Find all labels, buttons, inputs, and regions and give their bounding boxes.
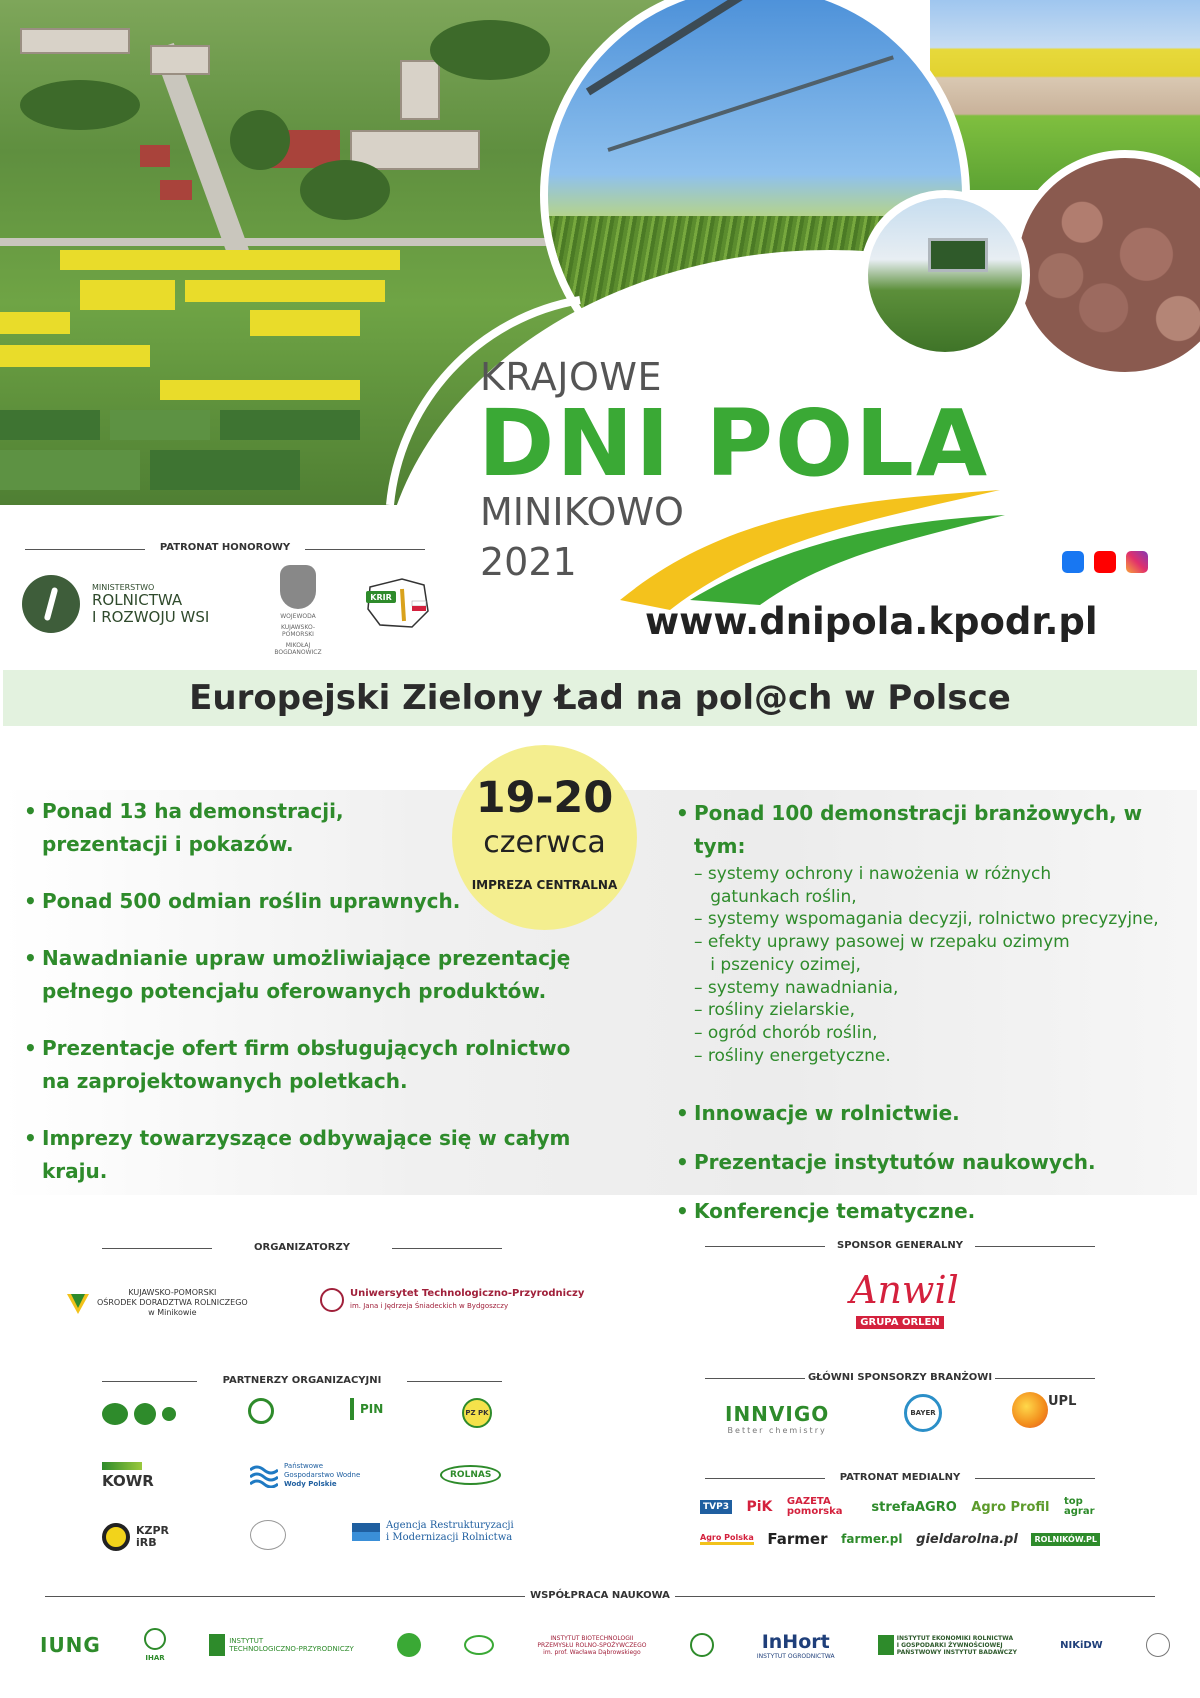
voivode-line1: WOJEWODA	[280, 613, 316, 620]
farmer-logo: Farmer	[767, 1530, 828, 1548]
ierigz-logo	[878, 1635, 1017, 1656]
kzpr-logo	[102, 1523, 169, 1551]
kpodr-line1: KUJAWSKO-POMORSKI	[128, 1288, 217, 1297]
strefa-agro-logo: strefaAGRO	[871, 1499, 957, 1515]
title-minikowo: MINIKOWO	[480, 490, 684, 534]
ihar-logo	[144, 1628, 166, 1662]
media-row-1	[700, 1497, 1100, 1517]
itp-line2: TECHNOLOGICZNO-PRZYRODNICZY	[229, 1645, 354, 1653]
sub-item: – systemy ochrony i nawożenia w różnych	[694, 864, 1052, 884]
pik-logo: PiK	[746, 1499, 773, 1515]
anwil-wordmark: Anwil	[850, 1268, 959, 1312]
inhort-tagline: INSTYTUT OGRODNICTWA	[756, 1652, 835, 1660]
instagram-icon[interactable]	[1126, 551, 1148, 573]
voivode-line2: KUJAWSKO-POMORSKI	[280, 624, 315, 638]
bullet-item: • Innowacje w rolnictwie.	[676, 1097, 1186, 1130]
innvigo-tagline: Better chemistry	[727, 1426, 827, 1435]
divider	[102, 1381, 197, 1382]
ierigz-line2: I GOSPODARKI ŻYWNOŚCIOWEJ	[896, 1641, 1003, 1649]
social-icons	[1062, 551, 1148, 573]
pzpk-wordmark: PZ PK	[462, 1398, 492, 1428]
hero-photo-collage	[0, 0, 1200, 700]
innvigo-wordmark: INNVIGO	[725, 1402, 830, 1426]
ministry-small-text: MINISTERSTWO	[92, 582, 155, 592]
innvigo-logo	[725, 1402, 829, 1435]
date-note: IMPREZA CENTRALNA	[471, 878, 618, 892]
bullet-item: • Ponad 13 ha demonstracji, prezentacji i pokazów.	[24, 795, 624, 861]
sub-item: gatunkach roślin,	[694, 886, 857, 907]
title-krajowe: KRAJOWE	[480, 355, 662, 399]
institute-leaf-logo	[397, 1633, 421, 1657]
ihar-wordmark: IHAR	[145, 1654, 165, 1662]
seal-logo	[1146, 1633, 1170, 1657]
bayer-logo	[904, 1394, 942, 1432]
bullet-item: • Konferencje tematyczne.	[676, 1195, 1186, 1228]
anwil-logo	[850, 1268, 959, 1329]
divider	[705, 1478, 825, 1479]
bullet-item: • Prezentacje instytutów naukowych.	[676, 1146, 1186, 1179]
youtube-icon[interactable]	[1094, 551, 1116, 573]
ministry-logo	[22, 575, 209, 633]
bullet-item: • Ponad 100 demonstracji branżowych, w tym:	[676, 797, 1186, 863]
title-year: 2021	[480, 540, 577, 584]
logo-swoosh	[610, 470, 1010, 620]
sub-item: i pszenicy ozimej,	[694, 954, 861, 975]
gazeta-pomorska-logo: GAZETA pomorska	[786, 1496, 843, 1517]
top-agrar-logo: top agrar	[1064, 1496, 1095, 1517]
gieldarolna-logo: gieldarolna.pl	[916, 1531, 1018, 1547]
ibprs-line3: im. prof. Wacława Dąbrowskiego	[543, 1648, 641, 1656]
wave-icon	[250, 1464, 278, 1488]
date-month: czerwca	[483, 825, 606, 860]
ibprs-logo	[537, 1635, 646, 1656]
theme-banner-text: Europejski Zielony Ład na pol@ch w Polsce	[189, 678, 1011, 718]
kpodr-icon	[65, 1290, 91, 1316]
stage-event-photo	[860, 190, 1030, 360]
wheat-icon	[22, 575, 80, 633]
arimr-line1: Agencja Restrukturyzacji	[386, 1520, 514, 1531]
date-badge	[452, 745, 637, 930]
date-days: 19-20	[475, 773, 614, 823]
divider	[407, 1381, 502, 1382]
wody-polskie-logo	[250, 1462, 360, 1489]
utp-logo	[320, 1288, 584, 1312]
bullet-item: • Ponad 500 odmian roślin uprawnych.	[24, 885, 624, 918]
divider	[975, 1246, 1095, 1247]
bayer-wordmark: BAYER	[904, 1394, 942, 1432]
rolnas-logo	[440, 1465, 501, 1485]
wody-line1: Państwowe	[284, 1462, 324, 1470]
voivode-line3: MIKOŁAJ BOGDANOWICZ	[274, 642, 322, 656]
media-row-2	[700, 1530, 1100, 1548]
wody-line3: Wody Polskie	[284, 1480, 337, 1488]
upl-wordmark: UPL	[1048, 1393, 1077, 1409]
divider	[975, 1478, 1095, 1479]
polish-countryside-logo	[250, 1520, 286, 1550]
divider	[995, 1378, 1095, 1379]
branch-sponsors-label: GŁÓWNI SPONSORZY BRANŻOWI	[807, 1372, 993, 1383]
farmer-pl-logo: farmer.pl	[841, 1532, 903, 1546]
piwet-logo	[464, 1635, 494, 1655]
krir-text: KRIR	[370, 593, 392, 602]
kpodr-logo	[65, 1288, 248, 1318]
media-label: PATRONAT MEDIALNY	[839, 1472, 961, 1483]
bullet-item: • Imprezy towarzyszące odbywające się w całym kraju.	[24, 1122, 624, 1188]
arimr-logo	[352, 1520, 514, 1544]
organizers-label: ORGANIZATORZY	[254, 1242, 350, 1253]
upl-logo	[1012, 1392, 1076, 1428]
divider	[392, 1248, 502, 1249]
tvp3-logo: TVP3	[700, 1500, 732, 1514]
sponsor-label: SPONSOR GENERALNY	[837, 1240, 963, 1251]
utp-line1: Uniwersytet Technologiczno-Przyrodniczy	[350, 1288, 585, 1299]
inhort-wordmark: InHort	[761, 1630, 830, 1653]
science-logos-row	[40, 1620, 1170, 1670]
ierigz-line3: PAŃSTWOWY INSTYTUT BADAWCZY	[896, 1648, 1017, 1656]
website-link[interactable]: www.dnipola.kpodr.pl	[645, 600, 1098, 643]
itp-line1: INSTYTUT	[229, 1637, 264, 1645]
kpodr-line2: OŚRODEK DORADZTWA ROLNICZEGO	[97, 1298, 248, 1307]
divider	[705, 1246, 825, 1247]
orlen-badge: GRUPA ORLEN	[856, 1316, 943, 1329]
divider	[102, 1248, 212, 1249]
agro-profil-logo: Agro Profil	[971, 1499, 1050, 1515]
sub-item: – efekty uprawy pasowej w rzepaku ozimym	[694, 932, 1070, 953]
kzpr-line1: KZPR	[136, 1524, 170, 1537]
pzpk-logo	[462, 1398, 492, 1428]
eagle-icon	[280, 565, 316, 609]
arimr-line2: i Modernizacji Rolnictwa	[386, 1532, 513, 1543]
kpodr-line3: w Minikowie	[148, 1308, 197, 1317]
sub-item: – rośliny zielarskie,	[694, 1000, 855, 1021]
round-institute-logo	[690, 1633, 714, 1657]
sub-item: – rośliny energetyczne.	[694, 1045, 891, 1066]
ministry-line2: I ROZWOJU WSI	[92, 607, 210, 626]
divider	[305, 549, 425, 550]
partners-label: PARTNERZY ORGANIZACYJNI	[222, 1375, 382, 1386]
coboru-logo	[248, 1398, 274, 1424]
itp-logo	[209, 1634, 354, 1656]
divider	[45, 1596, 525, 1597]
sub-item: – ogród chorób roślin,	[694, 1022, 878, 1043]
pin-wordmark: PIN	[360, 1402, 384, 1416]
kowr-logo	[102, 1462, 154, 1490]
agro-polska-logo: Agro Polska	[700, 1533, 754, 1545]
sub-item: – systemy nawadniania,	[694, 977, 899, 998]
utp-emblem-icon	[320, 1288, 344, 1312]
wody-line2: Gospodarstwo Wodne	[284, 1471, 361, 1479]
ministry-line1: ROLNICTWA	[92, 590, 183, 609]
title-dni-pola: DNI POLA	[478, 390, 990, 497]
right-bullet-list	[676, 797, 1186, 1244]
inhort-logo	[757, 1631, 835, 1660]
utp-line2: im. Jana i Jędrzeja Śniadeckich w Bydgoszczy	[350, 1302, 509, 1310]
rolnikow-pl-logo: ROLNIKÓW.PL	[1031, 1533, 1100, 1546]
nikidw-logo: NIKiDW	[1060, 1639, 1103, 1651]
facebook-icon[interactable]	[1062, 551, 1084, 573]
kzpr-line2: iRB	[136, 1536, 157, 1549]
rolnas-wordmark: ROLNAS	[440, 1465, 501, 1485]
krir-logo	[362, 575, 432, 631]
patronage-label: PATRONAT HONOROWY	[159, 542, 291, 553]
cdr-logo	[102, 1403, 176, 1425]
kowr-wordmark: KOWR	[102, 1472, 154, 1490]
ierigz-line1: INSTYTUT EKONOMIKI ROLNICTWA	[896, 1634, 1014, 1642]
divider	[705, 1378, 805, 1379]
pin-logo	[350, 1398, 383, 1420]
sub-item: – systemy wspomagania decyzji, rolnictwo precyzyjne,	[694, 909, 1159, 930]
iung-logo: IUNG	[40, 1633, 101, 1657]
ibprs-line2: PRZEMYSŁU ROLNO-SPOŻYWCZEGO	[537, 1641, 647, 1649]
bullet-item: • Prezentacje ofert firm obsługujących rolnictwo na zaprojektowanych poletkach.	[24, 1032, 624, 1098]
bullet-item: • Nawadnianie upraw umożliwiające prezentację pełnego potencjału oferowanych produktów.	[24, 942, 624, 1008]
science-label: WSPÓŁPRACA NAUKOWA	[530, 1590, 670, 1601]
voivode-logo	[268, 565, 328, 656]
ibprs-line1: INSTYTUT BIOTECHNOLOGII	[550, 1634, 634, 1642]
divider	[675, 1596, 1155, 1597]
theme-banner	[3, 670, 1197, 726]
